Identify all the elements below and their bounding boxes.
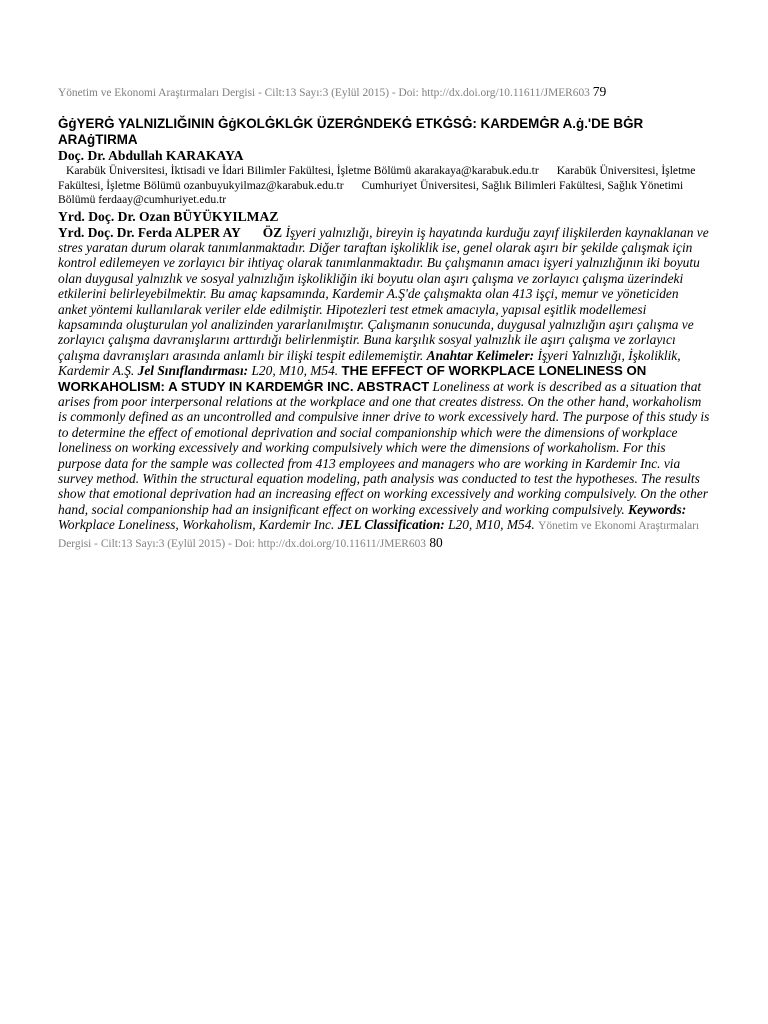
author-alper-ay: Yrd. Doç. Dr. Ferda ALPER AY (58, 224, 241, 240)
affiliation-2: Karabük Üniversitesi, İşletme Fakültesi, İşletme Bölümü ozanbuyukyilmaz@karabuk.edu.tr (58, 164, 696, 192)
oz-label: ÖZ (262, 224, 283, 240)
journal-citation: Yönetim ve Ekonomi Araştırmaları Dergisi - Cilt:13 Sayı:3 (Eylül 2015) - Doi: http://dx.doi.org/10.11611/JMER603 (58, 87, 590, 99)
page-number: 79 (592, 84, 607, 99)
running-header (58, 84, 710, 101)
author-buyukyilmaz: Yrd. Doç. Dr. Ozan BÜYÜKYILMAZ (58, 208, 279, 224)
keywords-tr-label: Anahtar Kelimeler: (426, 347, 535, 363)
footer-page-number: 80 (429, 534, 443, 550)
abstract-body (58, 225, 710, 553)
affiliation-1: Karabük Üniversitesi, İktisadi ve İdari Bilimler Fakültesi, İşletme Bölümü akarakaya@karabuk.edu.tr (66, 164, 539, 177)
jel-en: L20, M10, M54. (448, 517, 535, 533)
article-title-en: THE EFFECT OF WORKPLACE LONELINESS ON WORKAHOLISM: A STUDY IN KARDEMĠR INC. ABSTRACT (58, 363, 647, 394)
jel-tr: L20, M10, M54. (251, 363, 339, 379)
jel-en-label: JEL Classification: (337, 517, 445, 533)
author-karakaya: Doç. Dr. Abdullah KARAKAYA (58, 148, 244, 163)
keywords-en-label: Keywords: (628, 501, 687, 517)
article-title-tr: ĠġYERĠ YALNIZLIĞININ ĠġKOLĠKLĠK ÜZERĠNDEKĠ ETKĠSĠ: KARDEMĠR A.ġ.'DE BĠR ARAġTIRMA (58, 116, 644, 147)
affiliation-3: Cumhuriyet Üniversitesi, Sağlık Bilimleri Fakültesi, Sağlık Yönetimi Bölümü ferdaay@cumhuriyet.edu.tr (58, 178, 684, 206)
footer-journal-citation: Yönetim ve Ekonomi Araştırmaları Dergisi - Cilt:13 Sayı:3 (Eylül 2015) - Doi: http://dx.doi.org/10.11611/JMER603 (58, 520, 700, 550)
abstract-en: Loneliness at work is described as a situation that arises from poor interpersonal relations at the workplace and one that creates distress. On the other hand, workaholism is commonly defined as an uncontrolled and compulsive inner drive to work excessively hard. The purpose of this study is to determine the effect of emotional deprivation and social companionship which were the dimensions of workplace loneliness on working excessively and working compulsively which were the dimensions of workaholism. For this purpose data for the sample was collected from 413 employees and managers who are working in Kardemir Inc. via survey method. Within the structural equation modeling, path analysis was conducted to test the hypotheses. The results show that emotional deprivation had an increasing effect on working excessively and working compulsively. On the other hand, social companionship had an insignificant effect on working excessively and working compulsively. (58, 378, 710, 517)
affiliations (58, 164, 710, 208)
keywords-en: Workplace Loneliness, Workaholism, Kardemir Inc. (58, 517, 335, 533)
paper-page (58, 84, 710, 552)
keywords-tr: İşyeri Yalnızlığı, İşkoliklik, Kardemir A.Ş. (58, 347, 681, 379)
jel-tr-label: Jel Sınıflandırması: (137, 363, 249, 379)
abstract-tr: İşyeri yalnızlığı, bireyin iş hayatında kurduğu zayıf ilişkilerden kaynaklanan ve stres yaratan durum olarak tanımlanmaktadır. Diğer taraftan işkoliklik ise, genel olarak aşırı bir şekilde çalışmak için kontrol edilemeyen ve zorlayıcı bir ihtiyaç olarak tanımlanmaktadır. Bu çalışmanın amacı işyeri yalnızlığının iki boyutu olan duygusal yalnızlık ve sosyal yalnızlığın işkolikliğin iki boyutu olan aşırı çalışma ve zorlayıcı çalışma üzerindeki etkilerini belirleyebilmektir. Bu amaç kapsamında, Kardemir A.Ş'de çalışmakta olan 413 işçi, memur ve yöneticiden anket yöntemi kullanılarak veriler elde edilmiştir. Hipotezleri test etmek amacıyla, yapısal eşitlik modellemesi kapsamında oluşturulan yol analizinden yararlanılmıştır. Çalışmanın sonucunda, duygusal yalnızlığın aşırı çalışma ve zorlayıcı çalışma davranışlarını arttırdığı belirlenmiştir. Buna karşılık sosyal yalnızlık ile aşırı çalışma ve zorlayıcı çalışma davranışları arasında anlamlı bir ilişki tespit edilememiştir. (58, 224, 709, 363)
